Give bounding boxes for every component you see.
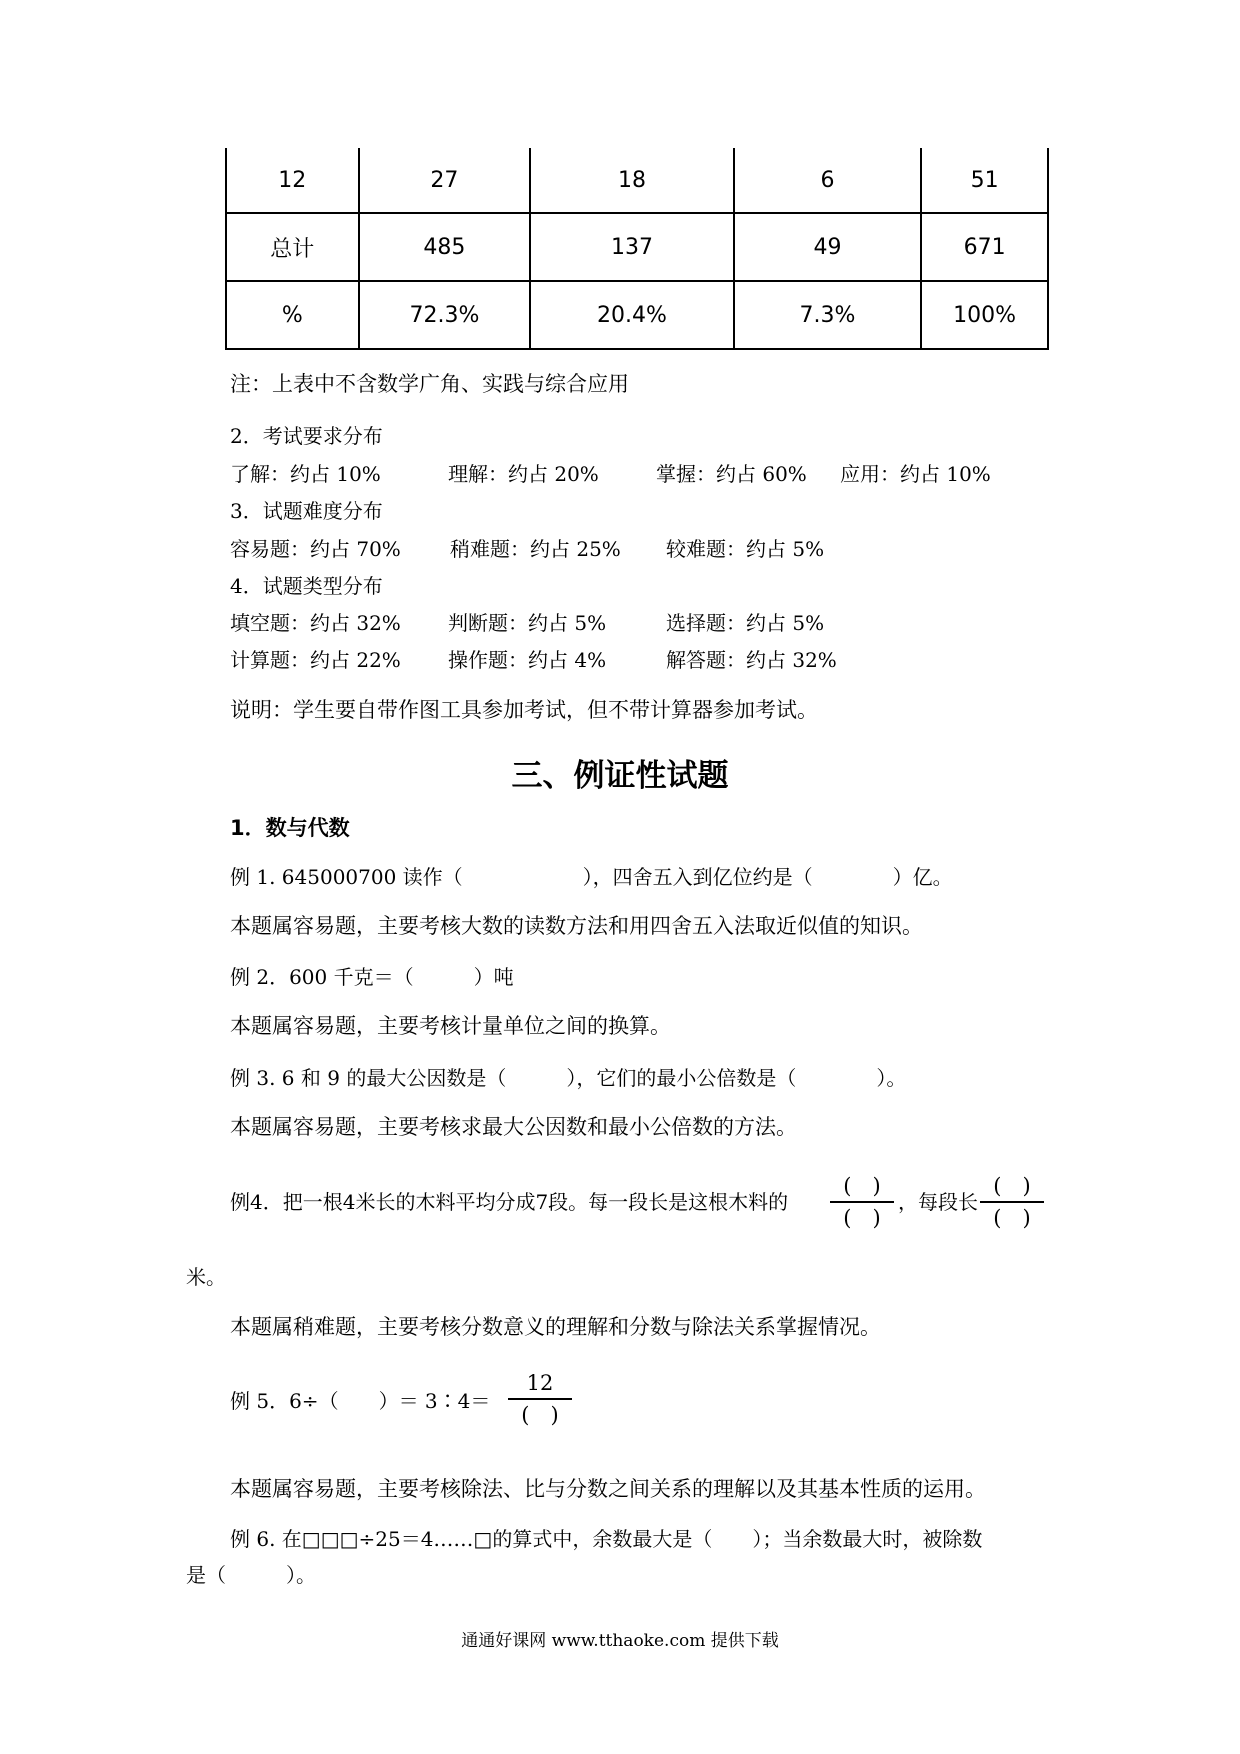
exam-requirement-item: 应用：约占 10%: [840, 462, 991, 486]
difficulty-heading: 3．试题难度分布: [230, 499, 383, 523]
example-2-note: 本题属容易题，主要考核计量单位之间的换算。: [230, 1014, 671, 1038]
example-4-fraction-1: [830, 1171, 894, 1233]
table-cell: 485: [359, 213, 531, 281]
fraction-denominator: ( ): [993, 1206, 1031, 1230]
table-cell: 100%: [921, 281, 1048, 349]
table-note: 注：上表中不含数学广角、实践与综合应用: [230, 372, 629, 396]
section-title: 三、例证性试题: [511, 758, 729, 794]
example-6-line-1: 例 6. 在□□□÷25＝4……□的算式中，余数最大是（ ）；当余数最大时，被除数: [230, 1527, 983, 1551]
example-4-text-part-2: ，每段长: [898, 1190, 978, 1214]
example-1: 例 1. 645000700 读作（ ），四舍五入到亿位约是（ ）亿。: [230, 865, 953, 889]
table-cell: 27: [359, 148, 531, 213]
page-footer: 通通好课网 www.tthaoke.com 提供下载: [461, 1631, 779, 1651]
question-types-heading: 4．试题类型分布: [230, 574, 383, 598]
exam-requirement-item: 理解：约占 20%: [448, 462, 599, 486]
example-1-note: 本题属容易题，主要考核大数的读数方法和用四舍五入法取近似值的知识。: [230, 914, 923, 938]
table-cell: 49: [734, 213, 922, 281]
table-cell: %: [226, 281, 359, 349]
example-4-tail: 米。: [186, 1265, 226, 1289]
difficulty-item: 稍难题：约占 25%: [450, 537, 621, 561]
fraction-denominator: ( ): [521, 1403, 559, 1427]
fraction-numerator: 12: [526, 1371, 554, 1395]
question-type-item: 解答题：约占 32%: [666, 648, 837, 672]
table-cell: 671: [921, 213, 1048, 281]
table-cell: 总计: [226, 213, 359, 281]
example-4-text: 例4．把一根4米长的木料平均分成7段。每一段长是这根木料的: [230, 1190, 789, 1214]
difficulty-item: 较难题：约占 5%: [666, 537, 825, 561]
table-cell: 137: [530, 213, 733, 281]
question-type-item: 操作题：约占 4%: [448, 648, 607, 672]
example-4-fraction-2: [980, 1171, 1044, 1233]
exam-requirement-item: 掌握：约占 60%: [656, 462, 807, 486]
exam-requirements-heading: 2．考试要求分布: [230, 424, 383, 448]
example-5-fraction: [508, 1368, 572, 1430]
table-row: [226, 281, 1048, 349]
difficulty-item: 容易题：约占 70%: [230, 537, 401, 561]
table-cell: 12: [226, 148, 359, 213]
table-cell: 72.3%: [359, 281, 531, 349]
example-6-line-2: 是（ ）。: [186, 1563, 316, 1587]
question-type-item: 计算题：约占 22%: [230, 648, 401, 672]
table-row: [226, 148, 1048, 213]
table-cell: 6: [734, 148, 922, 213]
example-2: 例 2．600 千克＝（ ）吨: [230, 965, 514, 989]
question-type-item: 判断题：约占 5%: [448, 611, 607, 635]
table-cell: 20.4%: [530, 281, 733, 349]
table-cell: 18: [530, 148, 733, 213]
table-row: [226, 213, 1048, 281]
explanation-text: 说明：学生要自带作图工具参加考试，但不带计算器参加考试。: [230, 698, 818, 722]
table-cell: 51: [921, 148, 1048, 213]
table-cell: 7.3%: [734, 281, 922, 349]
example-5-note: 本题属容易题，主要考核除法、比与分数之间关系的理解以及其基本性质的运用。: [230, 1477, 986, 1501]
statistics-table: [225, 148, 1049, 350]
fraction-numerator: ( ): [993, 1174, 1031, 1198]
example-5: 例 5．6÷（ ）＝ 3∶4＝: [230, 1389, 491, 1413]
example-3-note: 本题属容易题，主要考核求最大公因数和最小公倍数的方法。: [230, 1115, 797, 1139]
example-3: 例 3. 6 和 9 的最大公因数是（ ），它们的最小公倍数是（ ）。: [230, 1066, 907, 1090]
subsection-heading: 1．数与代数: [230, 816, 350, 840]
fraction-numerator: ( ): [843, 1174, 881, 1198]
fraction-denominator: ( ): [843, 1206, 881, 1230]
exam-requirement-item: 了解：约占 10%: [230, 462, 381, 486]
question-type-item: 填空题：约占 32%: [230, 611, 401, 635]
question-type-item: 选择题：约占 5%: [666, 611, 825, 635]
example-4-note: 本题属稍难题，主要考核分数意义的理解和分数与除法关系掌握情况。: [230, 1315, 881, 1339]
